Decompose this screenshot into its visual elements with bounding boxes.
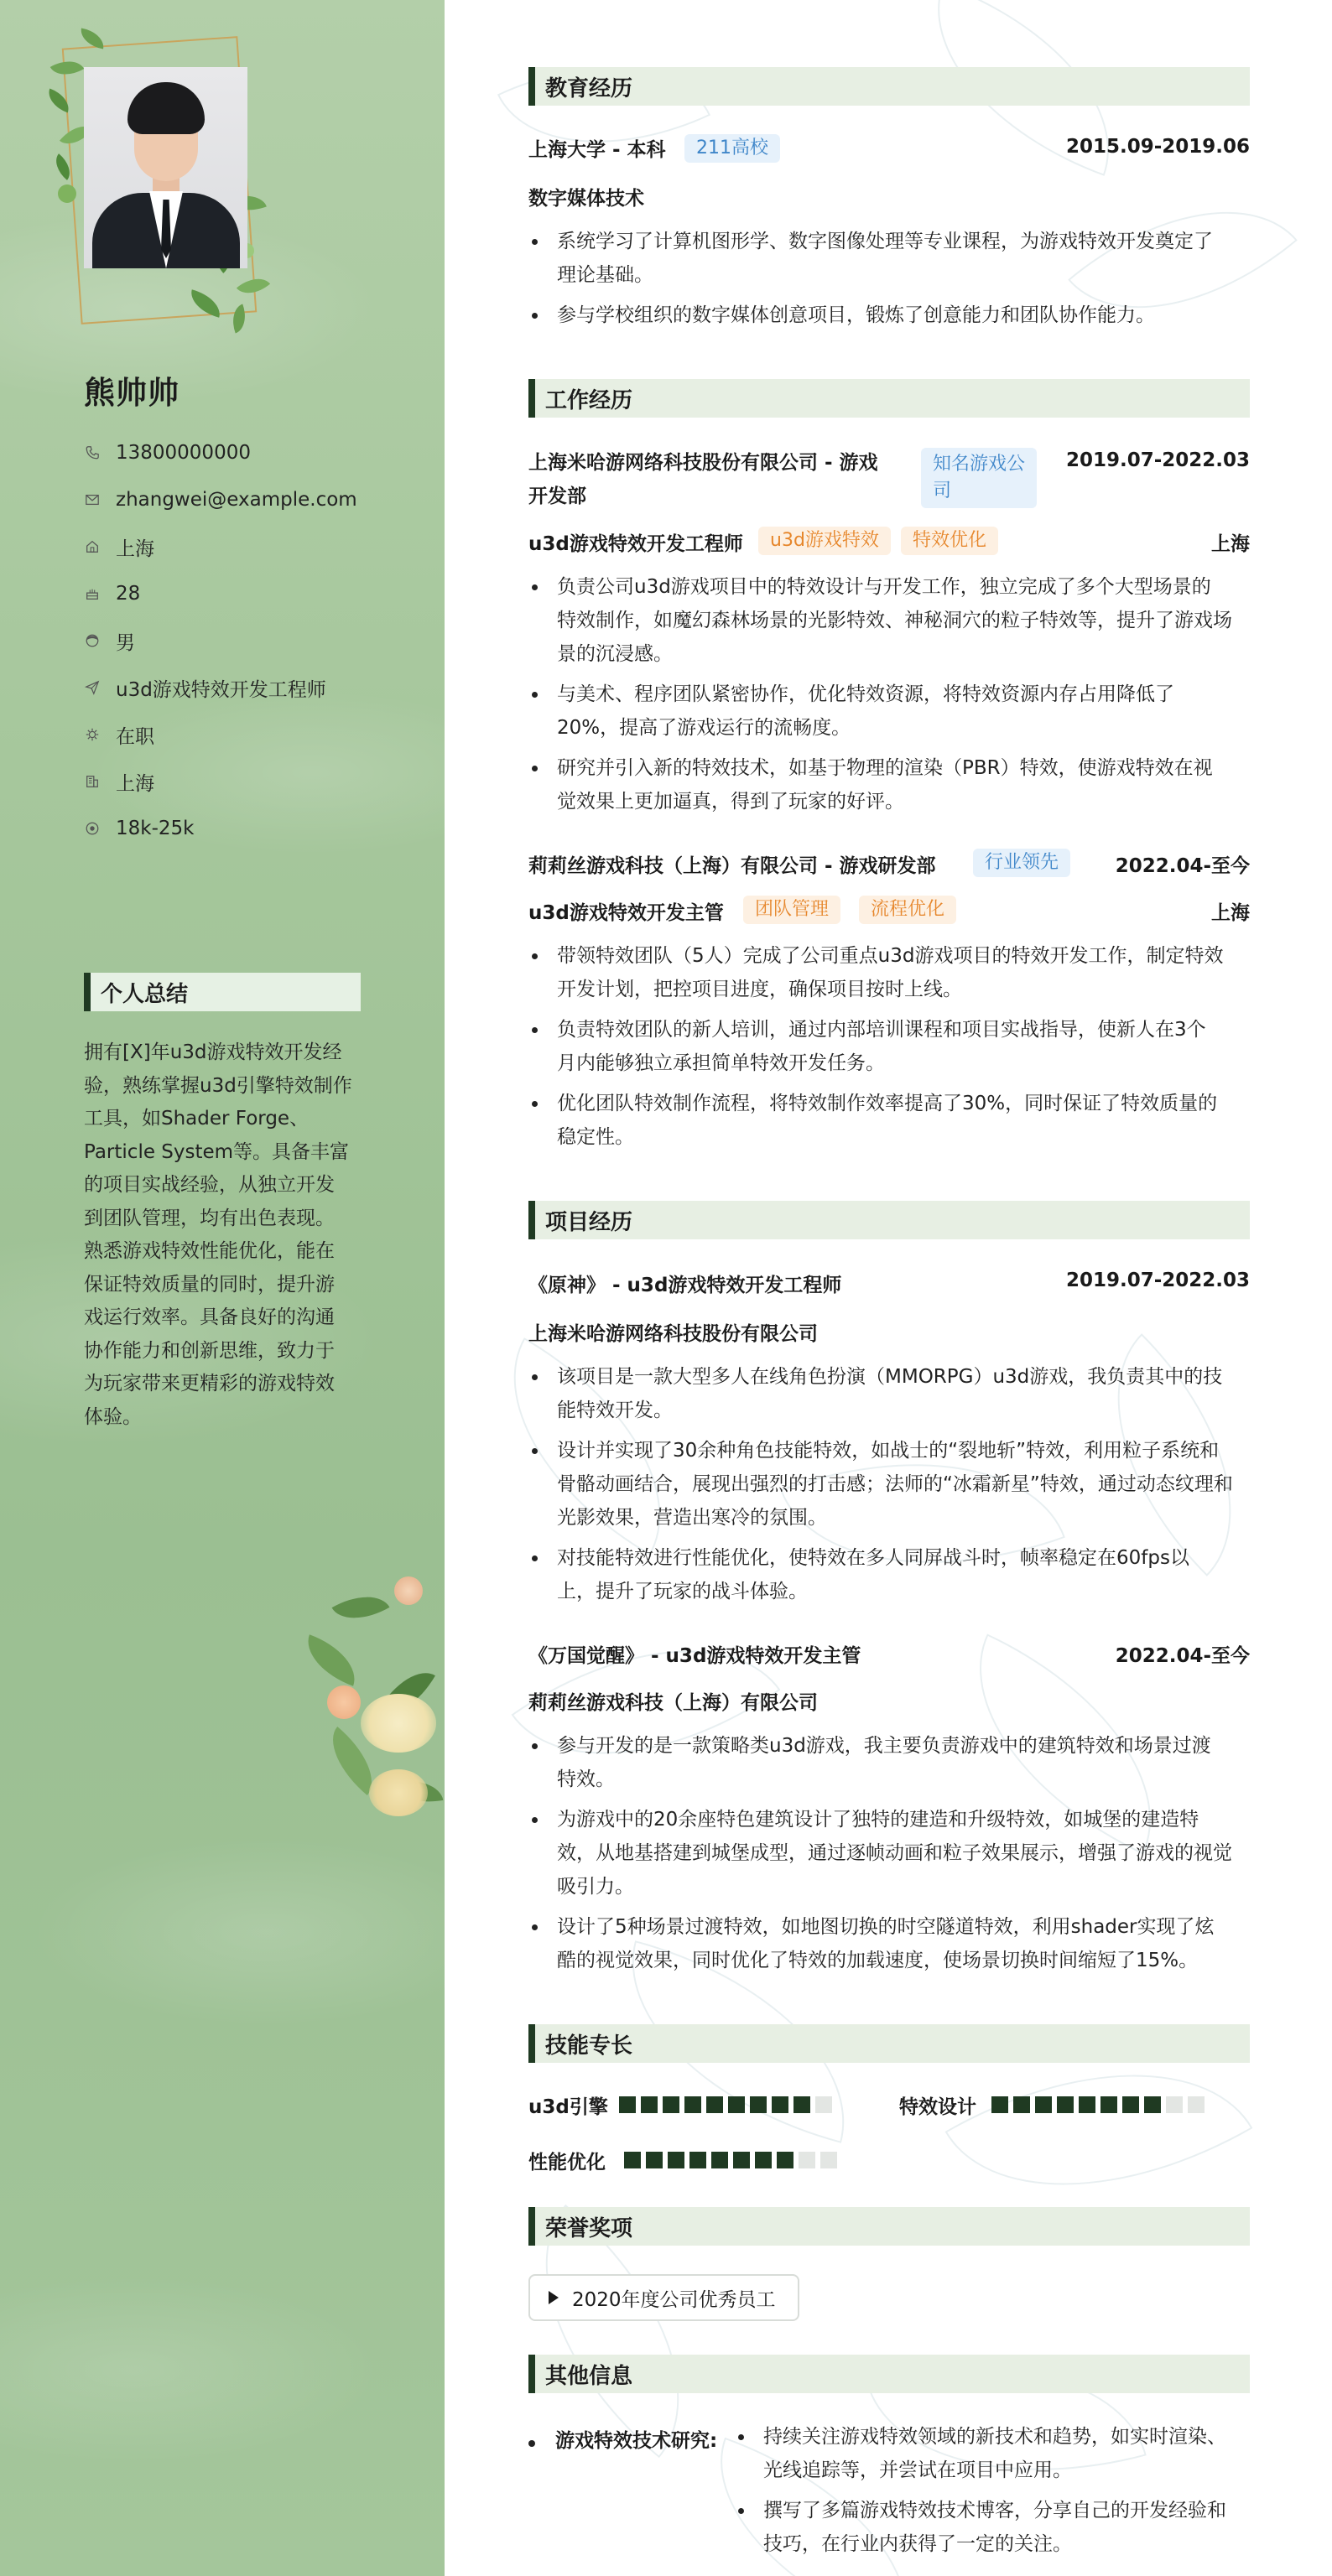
work-company-1: 上海米哈游网络科技股份有限公司 - 游戏 开发部: [528, 452, 878, 507]
project-date-1: 2019.07-2022.03: [1065, 1270, 1250, 1291]
skill-segment: [1013, 2096, 1030, 2113]
skill-segment: [820, 2152, 837, 2168]
info-city: 上海: [84, 758, 436, 805]
skill-segment: [1144, 2096, 1161, 2113]
list-item: 撰写了多篇游戏特效技术博客，分享自己的开发经验和 技巧，在行业内获得了一定的关注。: [735, 2494, 1255, 2561]
education-bullets: [528, 225, 1250, 339]
skill-segment: [706, 2096, 723, 2113]
skill-segment: [1079, 2096, 1095, 2113]
status-icon: [84, 726, 101, 743]
info-phone: 13800000000: [84, 429, 436, 476]
skill-segment: [624, 2152, 641, 2168]
sidebar: [0, 0, 445, 2576]
work-role-1: u3d游戏特效开发工程师: [528, 533, 743, 555]
skill-segment: [799, 2152, 815, 2168]
gender-icon: [84, 632, 101, 649]
contact-info-list: [84, 429, 436, 852]
list-item: 负责公司u3d游戏项目中的特效设计与开发工作，独立完成了多个大型场景的 特效制作，如魔幻森林场景的光影特效、神秘洞穴的粒子特效等，提升了游戏场 景的沉浸感。: [528, 570, 1250, 671]
list-item: 负责特效团队的新人培训，通过内部培训课程和项目实战指导，使新人在3个 月内能够独立承担简单特效开发任务。: [528, 1013, 1250, 1080]
work-company-tag-1: 知名游戏公 司: [921, 448, 1037, 508]
work-location-2: 上海: [1211, 902, 1250, 924]
skill-name: 特效设计: [899, 2096, 976, 2118]
skill-segment: [1188, 2096, 1205, 2113]
summary-heading: 个人总结: [84, 973, 361, 1011]
education-major: 数字媒体技术: [528, 188, 644, 210]
skill-segment: [1057, 2096, 1074, 2113]
work-role-tag: 特效优化: [901, 527, 998, 555]
education-date: 2015.09-2019.06: [1065, 136, 1250, 158]
skill-bar-effects: [991, 2096, 1205, 2113]
skill-segment: [733, 2152, 750, 2168]
main-content: [445, 0, 1332, 2576]
info-status: 在职: [84, 711, 436, 758]
info-position: u3d游戏特效开发工程师: [84, 664, 436, 711]
list-item: 带领特效团队（5人）完成了公司重点u3d游戏项目的特效开发工作，制定特效 开发计划，把控项目进度，确保项目按时上线。: [528, 939, 1250, 1006]
skill-segment: [684, 2096, 701, 2113]
skill-segment: [711, 2152, 728, 2168]
summary-text: 拥有[X]年u3d游戏特效开发经 验，熟练掌握u3d引擎特效制作 工具，如Shader Forge、 Particle System等。具备丰富 的项目实战经验，从独立开发 到团队管理，均有出色表现。 熟悉游戏特效性能优化，能在 保证特效质量的同时，提升游 戏运行效率。具备良好的沟通 协作能力和创新思维，致力于 为玩家带来更精彩的游戏特效 体验。: [84, 1041, 352, 1428]
list-item: 设计了5种场景过渡特效，如地图切换的时空隧道特效，利用shader实现了炫 酷的视觉效果，同时优化了特效的加载速度，使场景切换时间缩短了15%。: [528, 1910, 1250, 1977]
list-item: 研究并引入新的特效技术，如基于物理的渲染（PBR）特效，使游戏特效在视 觉效果上更加逼真，得到了玩家的好评。: [528, 751, 1250, 818]
age-icon: [84, 585, 101, 602]
play-icon: [549, 2291, 559, 2304]
list-item: 优化团队特效制作流程，将特效制作效率提高了30%，同时保证了特效质量的 稳定性。: [528, 1087, 1250, 1154]
work-role-tag: 流程优化: [859, 896, 956, 924]
info-age: 28: [84, 570, 436, 617]
skill-segment: [668, 2152, 684, 2168]
skill-segment: [755, 2152, 772, 2168]
list-item: 为游戏中的20余座特色建筑设计了独特的建造和升级特效，如城堡的建造特 效，从地基搭建到城堡成型，通过逐帧动画和粒子效果展示，增强了游戏的视觉 吸引力。: [528, 1803, 1250, 1903]
candidate-name: 熊帅帅: [84, 375, 180, 411]
skill-segment: [619, 2096, 636, 2113]
skill-segment: [646, 2152, 663, 2168]
work-company-tag-2: 行业领先: [973, 849, 1070, 877]
work-role-2: u3d游戏特效开发主管: [528, 902, 724, 924]
work-heading: 工作经历: [528, 379, 1250, 418]
phone-icon: [84, 444, 101, 461]
list-item: 该项目是一款大型多人在线角色扮演（MMORPG）u3d游戏，我负责其中的技 能特效开发。: [528, 1360, 1250, 1427]
work-bullets-1: [528, 570, 1250, 825]
skill-segment: [815, 2096, 832, 2113]
skill-name: 性能优化: [528, 2152, 606, 2174]
work-date-2: 2022.04-至今: [1115, 855, 1250, 877]
project-company-1: 上海米哈游网络科技股份有限公司: [528, 1323, 818, 1345]
skill-segment: [1035, 2096, 1052, 2113]
education-school: 上海大学 - 本科: [528, 139, 666, 161]
other-label: 游戏特效技术研究:: [555, 2430, 718, 2452]
skill-bar-performance: [624, 2152, 837, 2168]
projects-heading: 项目经历: [528, 1201, 1250, 1239]
mail-icon: [84, 491, 101, 508]
list-item: 对技能特效进行性能优化，使特效在多人同屏战斗时，帧率稳定在60fps以 上，提升了玩家的战斗体验。: [528, 1541, 1250, 1608]
skill-segment: [728, 2096, 745, 2113]
profile-photo-decoration: [46, 25, 273, 344]
awards-heading: 荣誉奖项: [528, 2207, 1250, 2246]
work-bullets-2: [528, 939, 1250, 1161]
other-bullets: [735, 2420, 1255, 2568]
list-item: 参与开发的是一款策略类u3d游戏，我主要负责游戏中的建筑特效和场景过渡 特效。: [528, 1729, 1250, 1796]
project-company-2: 莉莉丝游戏科技（上海）有限公司: [528, 1692, 818, 1714]
other-heading: 其他信息: [528, 2355, 1250, 2393]
work-date-1: 2019.07-2022.03: [1065, 449, 1250, 471]
info-location: 上海: [84, 523, 436, 570]
info-gender: 男: [84, 617, 436, 664]
home-icon: [84, 538, 101, 555]
skill-segment: [689, 2152, 706, 2168]
skills-heading: 技能专长: [528, 2024, 1250, 2063]
building-icon: [84, 773, 101, 790]
list-item: 持续关注游戏特效领域的新技术和趋势，如实时渲染、 光线追踪等，并尝试在项目中应用。: [735, 2420, 1255, 2487]
work-role-tag: u3d游戏特效: [758, 527, 891, 555]
skill-segment: [793, 2096, 810, 2113]
list-item: 与美术、程序团队紧密协作，优化特效资源，将特效资源内存占用降低了 20%，提高了游戏运行的流畅度。: [528, 678, 1250, 745]
project-bullets-1: [528, 1360, 1250, 1615]
send-icon: [84, 679, 101, 696]
avatar: [84, 67, 247, 268]
education-tag: 211高校: [684, 134, 780, 163]
work-location-1: 上海: [1211, 533, 1250, 555]
skill-segment: [777, 2152, 793, 2168]
education-heading: 教育经历: [528, 67, 1250, 106]
skill-bar-u3d: [619, 2096, 832, 2113]
skill-segment: [1122, 2096, 1139, 2113]
work-company-2: 莉莉丝游戏科技（上海）有限公司 - 游戏研发部: [528, 855, 936, 877]
skill-segment: [750, 2096, 767, 2113]
skill-segment: [641, 2096, 658, 2113]
project-name-2: 《万国觉醒》 - u3d游戏特效开发主管: [528, 1645, 861, 1667]
project-name-1: 《原神》 - u3d游戏特效开发工程师: [528, 1275, 842, 1296]
work-role-tag: 团队管理: [743, 896, 840, 924]
list-item: 设计并实现了30余种角色技能特效，如战士的“裂地斩”特效，利用粒子系统和 骨骼动画结合，展现出强烈的打击感；法师的“冰霜新星”特效，通过动态纹理和 光影效果，营造出寒冷的氛围。: [528, 1434, 1250, 1535]
list-item: 系统学习了计算机图形学、数字图像处理等专业课程，为游戏特效开发奠定了 理论基础。: [528, 225, 1250, 292]
info-email: zhangwei@example.com: [84, 476, 436, 523]
skill-segment: [663, 2096, 679, 2113]
salary-icon: [84, 820, 101, 837]
list-item: [528, 2440, 535, 2447]
project-bullets-2: [528, 1729, 1250, 1984]
award-item: 2020年度公司优秀员工: [528, 2274, 799, 2321]
skill-segment: [1100, 2096, 1117, 2113]
skill-segment: [772, 2096, 788, 2113]
skill-segment: [1166, 2096, 1183, 2113]
skill-segment: [991, 2096, 1008, 2113]
project-date-2: 2022.04-至今: [1115, 1645, 1250, 1667]
skill-name: u3d引擎: [528, 2096, 608, 2118]
info-salary: 18k-25k: [84, 805, 436, 852]
list-item: 参与学校组织的数字媒体创意项目，锻炼了创意能力和团队协作能力。: [528, 299, 1250, 332]
